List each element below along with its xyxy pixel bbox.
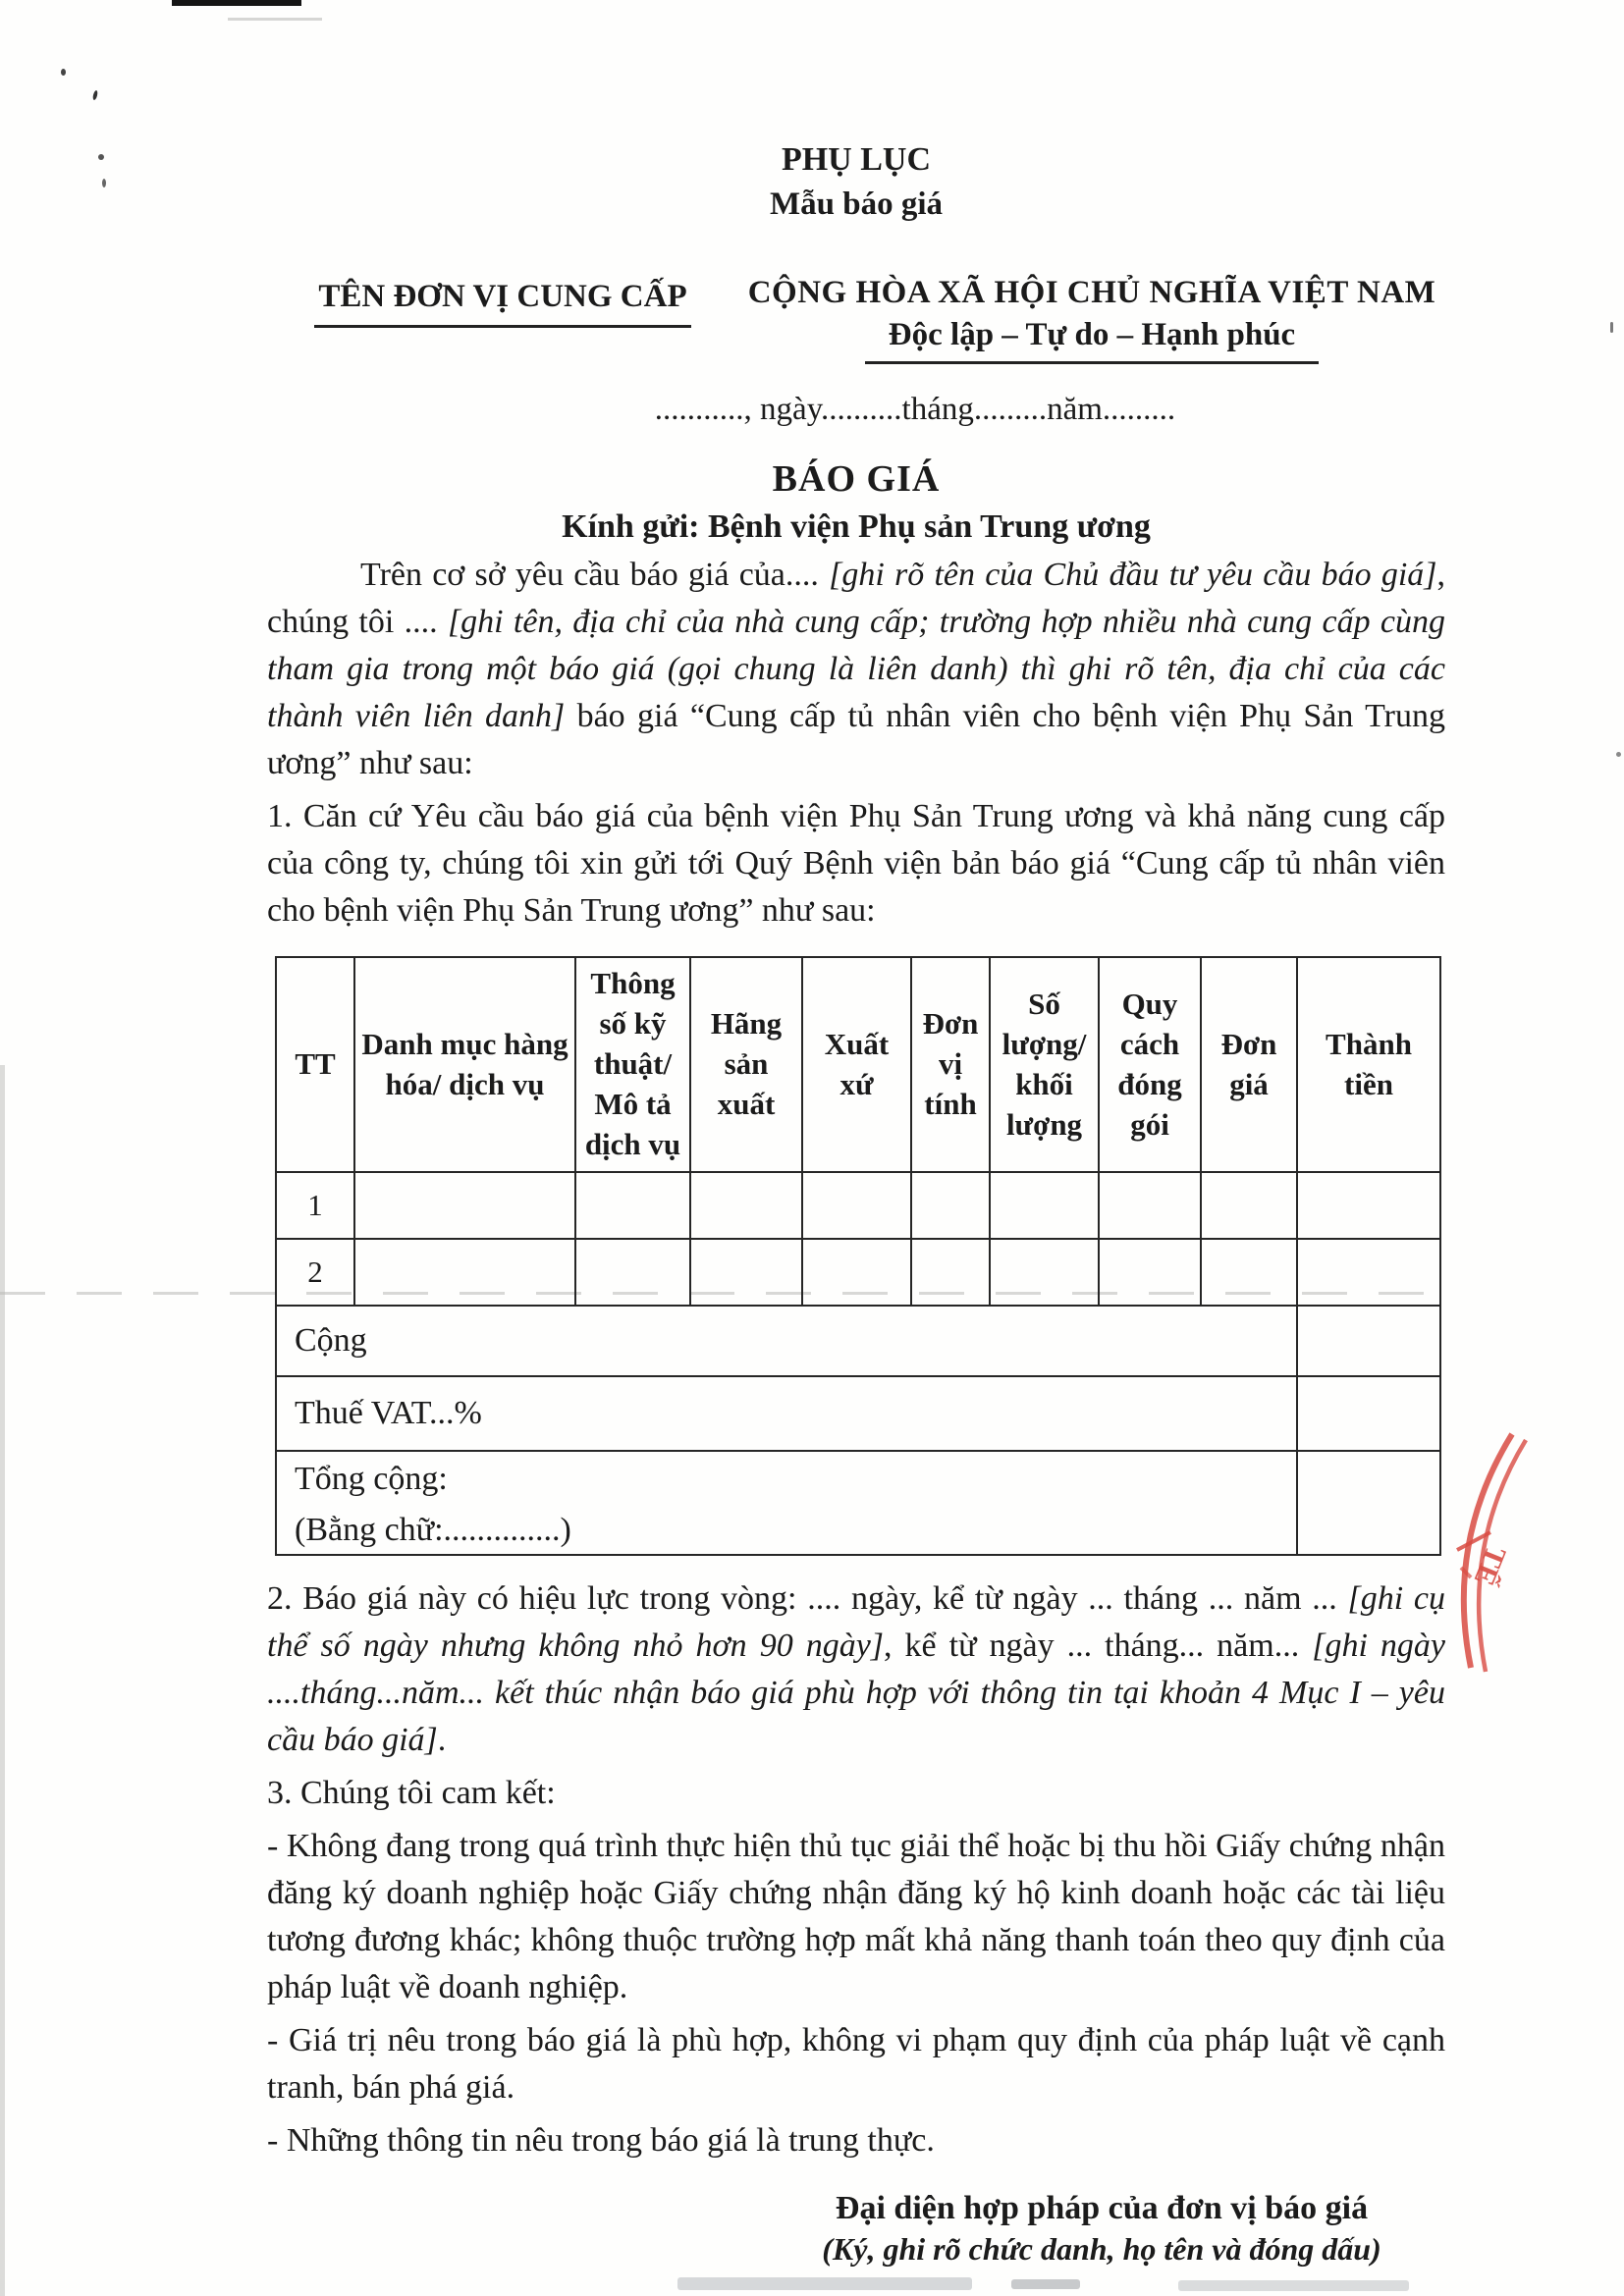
empty-cell (1099, 1239, 1201, 1306)
row-index-cell: 2 (276, 1239, 354, 1306)
page-title: BÁO GIÁ (772, 458, 941, 501)
col-header-packing: Quy cách đóng gói (1099, 957, 1201, 1172)
commitment-item: - Những thông tin nêu trong báo giá là trung thực. (267, 2121, 935, 2159)
empty-cell (575, 1239, 690, 1306)
intro-mid: , chúng tôi .... (267, 557, 1445, 641)
empty-cell (1297, 1239, 1440, 1306)
empty-cell (354, 1172, 575, 1239)
col-header-manufacturer: Hãng sản xuất (690, 957, 802, 1172)
col-header-spec: Thông số kỹ thuật/ Mô tả dịch vụ (575, 957, 690, 1172)
row-index-cell: 1 (276, 1172, 354, 1239)
col-header-item: Danh mục hàng hóa/ dịch vụ (354, 957, 575, 1172)
validity-placeholder-1: [ghi cụ thể số ngày nhưng không nhỏ hơn 90 ngày] (267, 1579, 1445, 1664)
validity-tail: . (437, 1721, 447, 1758)
section-3-heading: 3. Chúng tôi cam kết: (267, 1774, 556, 1811)
intro-placeholder-1: [ghi rõ tên của Chủ đầu tư yêu cầu báo giá] (829, 557, 1437, 594)
signature-block (729, 2190, 1475, 2268)
empty-cell (575, 1172, 690, 1239)
stamp-text: TẾ (1467, 1541, 1513, 1590)
table-header-row (276, 957, 1440, 1172)
appendix-title: PHỤ LỤC (781, 141, 932, 178)
scan-smudge (1178, 2280, 1409, 2291)
col-header-quantity: Số lượng/ khối lượng (990, 957, 1099, 1172)
date-line: ..........., ngày..........tháng.........năm......... (654, 392, 1176, 428)
empty-cell (990, 1172, 1099, 1239)
col-header-amount: Thành tiền (1297, 957, 1440, 1172)
scan-smudge (677, 2277, 972, 2290)
vat-label: Thuế VAT...% (276, 1376, 1297, 1451)
red-stamp-fragment-icon (1426, 1428, 1563, 1679)
empty-cell (802, 1172, 911, 1239)
empty-cell (1297, 1376, 1440, 1451)
table-total-row (276, 1451, 1440, 1555)
total-in-words-label: (Bằng chữ:..............) (295, 1511, 571, 1548)
table-vat-row (276, 1376, 1440, 1451)
appendix-subtitle: Mẫu báo giá (769, 186, 944, 222)
commitment-item: - Giá trị nêu trong báo giá là phù hợp, không vi phạm quy định của pháp luật về cạnh tranh, bán phá giá. (267, 2021, 1445, 2106)
col-header-unit: Đơn vị tính (911, 957, 990, 1172)
total-cell (276, 1451, 1297, 1555)
col-header-tt: TT (276, 957, 354, 1172)
intro-lead: Trên cơ sở yêu cầu báo giá của.... (360, 557, 830, 594)
empty-cell (354, 1239, 575, 1306)
salutation-line: Kính gửi: Bệnh viện Phụ sản Trung ương (562, 508, 1151, 546)
document-header (267, 275, 1445, 364)
intro-tail: báo giá “Cung cấp tủ nhân viên cho bệnh viện Phụ Sản Trung ương” như sau: (267, 698, 1446, 782)
commitment-item: - Không đang trong quá trình thực hiện thủ tục giải thể hoặc bị thu hồi Giấy chứng nhận đăng ký doanh nghiệp hoặc Giấy chứng nhận đăng ký hộ kinh doanh hoặc các tài liệu tương đương khác; không thuộc trường hợp mất khả năng thanh toán theo quy định của pháp luật về doanh nghiệp. (267, 1827, 1445, 2005)
table-row (276, 1172, 1440, 1239)
empty-cell (690, 1172, 802, 1239)
empty-cell (1297, 1172, 1440, 1239)
quotation-table (275, 956, 1441, 1556)
table-sum-row (276, 1306, 1440, 1376)
national-title: CỘNG HÒA XÃ HỘI CHỦ NGHĨA VIỆT NAM (747, 275, 1436, 311)
supplier-name-label: TÊN ĐƠN VỊ CUNG CẤP (314, 279, 690, 328)
empty-cell (1201, 1172, 1297, 1239)
section-1-paragraph: 1. Căn cứ Yêu cầu báo giá của bệnh viện Phụ Sản Trung ương và khả năng cung cấp của công ty, chúng tôi xin gửi tới Quý Bệnh viện bản báo giá “Cung cấp tủ nhân viên cho bệnh viện Phụ Sản Trung ương” như sau: (267, 798, 1445, 930)
national-motto: Độc lập – Tự do – Hạnh phúc (865, 317, 1319, 364)
empty-cell (990, 1239, 1099, 1306)
empty-cell (911, 1239, 990, 1306)
section-2-paragraph (267, 1575, 1445, 1764)
validity-lead: 2. Báo giá này có hiệu lực trong vòng: .... ngày, kể từ ngày ... tháng ... năm ... (267, 1579, 1348, 1617)
intro-placeholder-2: [ghi tên, địa chỉ của nhà cung cấp; trường hợp nhiều nhà cung cấp cùng tham gia trong một báo giá (gọi chung là liên danh) thì ghi rõ tên, địa chỉ của các thành viên liên danh] (267, 604, 1445, 735)
empty-cell (1297, 1451, 1440, 1555)
empty-cell (1201, 1239, 1297, 1306)
empty-cell (802, 1239, 911, 1306)
validity-placeholder-2: [ghi ngày ....tháng...năm... kết thúc nhận báo giá phù hợp với thông tin tại khoản 4 Mục I – yêu cầu báo giá] (267, 1627, 1445, 1758)
intro-paragraph (267, 552, 1445, 787)
signature-title: Đại diện hợp pháp của đơn vị báo giá (835, 2189, 1369, 2226)
scan-smudge (1011, 2279, 1080, 2289)
col-header-unit-price: Đơn giá (1201, 957, 1297, 1172)
empty-cell (911, 1172, 990, 1239)
sum-label: Cộng (276, 1306, 1297, 1376)
table-row (276, 1239, 1440, 1306)
validity-mid: , kể từ ngày ... tháng... năm... (884, 1627, 1313, 1664)
signature-note: (Ký, ghi rõ chức danh, họ tên và đóng dấu) (822, 2230, 1381, 2267)
empty-cell (1099, 1172, 1201, 1239)
total-label: Tổng cộng: (295, 1460, 448, 1497)
empty-cell (1297, 1306, 1440, 1376)
empty-cell (690, 1239, 802, 1306)
col-header-origin: Xuất xứ (802, 957, 911, 1172)
